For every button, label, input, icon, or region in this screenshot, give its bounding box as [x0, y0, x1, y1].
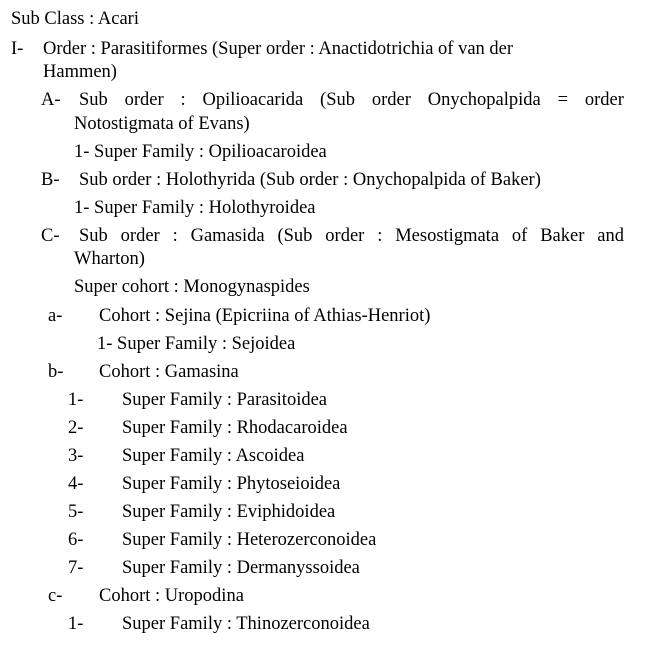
cohort-b-item-number: 6-	[68, 530, 84, 550]
order-line-2: Hammen)	[43, 62, 117, 82]
word: (Sub	[277, 226, 313, 246]
order-line-1: Order : Parasitiformes (Super order : Anactidotrichia of van der	[43, 39, 514, 59]
word: Opilioacarida	[202, 90, 304, 110]
suborder-b-superfamily: 1- Super Family : Holothyroidea	[74, 198, 316, 218]
suborder-c-line-1	[79, 225, 624, 247]
word: :	[172, 226, 178, 246]
word: Onychopalpida	[427, 90, 541, 110]
cohort-b-item-text: Super Family : Ascoidea	[122, 446, 305, 466]
cohort-b-label: Cohort : Gamasina	[99, 362, 239, 382]
cohort-b-item-text: Super Family : Heterozerconoidea	[122, 530, 377, 550]
cohort-b-item-text: Super Family : Rhodacaroidea	[122, 418, 348, 438]
cohort-b-item-text: Super Family : Phytoseioidea	[122, 474, 341, 494]
word: Sub	[79, 90, 108, 110]
cohort-b-marker: b-	[48, 362, 64, 382]
word: :	[180, 90, 186, 110]
suborder-c-line-2: Wharton)	[74, 249, 145, 269]
word: order	[584, 90, 624, 110]
suborder-a-marker: A-	[41, 90, 61, 110]
suborder-b-line-1: Sub order : Holothyrida (Sub order : Onychopalpida of Baker)	[79, 170, 541, 190]
suborder-b-marker: B-	[41, 170, 60, 190]
subclass-heading: Sub Class : Acari	[11, 9, 139, 29]
word: and	[597, 226, 624, 246]
word: :	[377, 226, 383, 246]
cohort-c-item-number: 1-	[68, 614, 84, 634]
word: order	[371, 90, 411, 110]
word: =	[557, 90, 569, 110]
cohort-a-marker: a-	[48, 306, 63, 326]
suborder-a-superfamily: 1- Super Family : Opilioacaroidea	[74, 142, 327, 162]
cohort-b-item-number: 4-	[68, 474, 84, 494]
word: order	[120, 226, 160, 246]
cohort-a-label: Cohort : Sejina (Epicriina of Athias-Henriot)	[99, 306, 431, 326]
word: of	[511, 226, 528, 246]
suborder-a-line-1	[79, 89, 624, 111]
cohort-c-label: Cohort : Uropodina	[99, 586, 244, 606]
supercohort-label: Super cohort : Monogynaspides	[74, 277, 310, 297]
suborder-a-line-2: Notostigmata of Evans)	[74, 114, 250, 134]
cohort-b-item-text: Super Family : Parasitoidea	[122, 390, 328, 410]
word: order	[325, 226, 365, 246]
word: Baker	[540, 226, 585, 246]
cohort-b-item-text: Super Family : Eviphidoidea	[122, 502, 336, 522]
word: order	[124, 90, 164, 110]
suborder-c-marker: C-	[41, 226, 60, 246]
cohort-b-item-number: 5-	[68, 502, 84, 522]
cohort-a-superfamily: 1- Super Family : Sejoidea	[97, 334, 296, 354]
cohort-b-item-number: 1-	[68, 390, 84, 410]
cohort-b-item-number: 2-	[68, 418, 84, 438]
cohort-b-item-number: 7-	[68, 558, 84, 578]
order-marker: I-	[11, 39, 24, 59]
word: Sub	[79, 226, 108, 246]
word: (Sub	[320, 90, 355, 110]
cohort-b-item-text: Super Family : Dermanyssoidea	[122, 558, 360, 578]
word: Mesostigmata	[395, 226, 500, 246]
cohort-b-item-number: 3-	[68, 446, 84, 466]
word: Gamasida	[190, 226, 265, 246]
cohort-c-item-text: Super Family : Thinozerconoidea	[122, 614, 370, 634]
cohort-c-marker: c-	[48, 586, 63, 606]
